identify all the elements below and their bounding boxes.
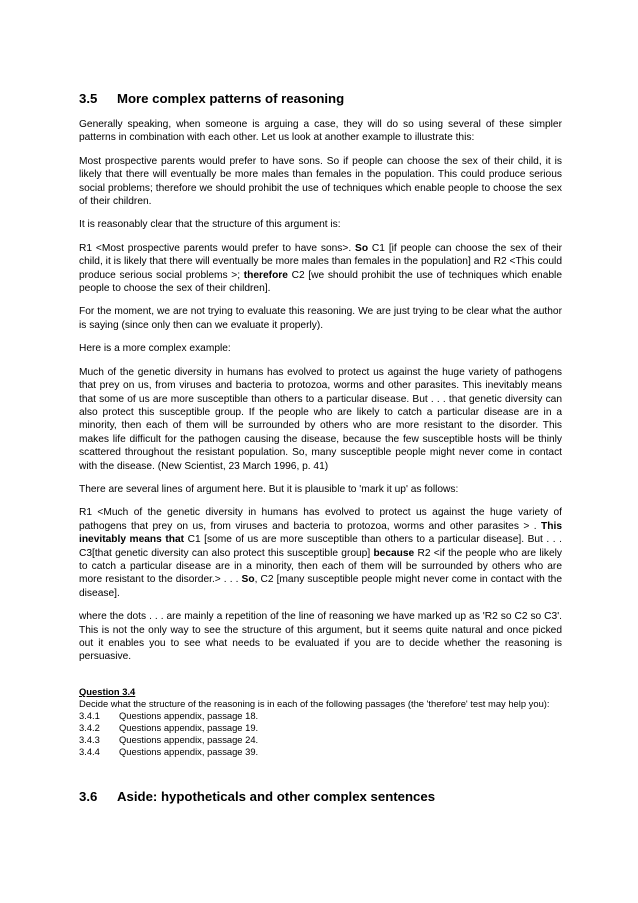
- example-paragraph: Most prospective parents would prefer to have sons. So if people can choose the sex of their child, it is likely that there will eventually be more males than females in the population. This could produce serious social problems; therefore we should prohibit the use of techniques which enable people to choose the sex of their children.: [79, 155, 562, 208]
- list-item: [79, 746, 562, 758]
- item-text: Questions appendix, passage 39.: [119, 745, 259, 757]
- section-heading-3-5: [79, 90, 562, 108]
- item-code: 3.4.2: [79, 721, 100, 733]
- keyword-so: So: [241, 574, 255, 586]
- complex-example-paragraph: Much of the genetic diversity in humans has evolved to protect us against the huge variety of pathogens that prey on us, from viruses and bacteria to protozoa, worms and other parasites. This inevitably means that some of us are more susceptible than others to a particular disease. But . . . that genetic diversity can also protect this susceptible group. If the people who are likely to catch a particular disease are in a minority, then each of them will be surrounded by others who are more resistant to the disorder. This makes life difficult for the pathogen causing the disease, because the few susceptible hosts will be thinly scattered throughout the resistant population. So, many susceptible people might never come in contact with the disease. (New Scientist, 23 March 1996, p. 41): [79, 366, 562, 472]
- markup-text: R2 <if the people who are likely to catch a particular disease are in a minority, then each of them will be surrounded by others who are more resistant to the disorder.> . . .: [79, 547, 562, 586]
- structure-text: C2 [we should prohibit the use of techniques which enable people to choose the sex of their children].: [79, 269, 562, 295]
- markup-text: R1 <Much of the genetic diversity in humans has evolved to protect us against the huge variety of pathogens that prey on us, from viruses and bacteria to protozoa, worms and other parasites > .: [79, 507, 562, 532]
- question-list: [79, 710, 562, 758]
- item-text: Questions appendix, passage 18.: [119, 709, 259, 721]
- keyword-because: because: [373, 547, 415, 559]
- structure-intro: It is reasonably clear that the structure of this argument is:: [79, 219, 341, 231]
- list-item: [79, 710, 562, 722]
- item-text: Questions appendix, passage 19.: [119, 721, 259, 733]
- keyword-therefore: therefore: [243, 269, 288, 281]
- item-code: 3.4.4: [79, 745, 100, 757]
- item-code: 3.4.1: [79, 709, 100, 721]
- keyword-so: So: [355, 242, 369, 254]
- lines-paragraph: There are several lines of argument here. But it is plausible to 'mark it up' as follows:: [79, 483, 459, 495]
- section-title: Aside: hypotheticals and other complex sentences: [117, 788, 436, 804]
- structure-text: R1 <Most prospective parents would prefer to have sons>.: [79, 242, 356, 254]
- section-number: 3.5: [79, 91, 98, 106]
- markup-text: C1 [some of us are more susceptible than others to a particular disease]. But . . . C3[that genetic diversity can also protect this susceptible group]: [79, 534, 562, 559]
- section-heading-3-6: [79, 788, 562, 806]
- markup-paragraph: [79, 506, 562, 600]
- section-title: More complex patterns of reasoning: [117, 91, 345, 106]
- complex-intro: Here is a more complex example:: [79, 343, 231, 355]
- question-intro: Decide what the structure of the reasoning is in each of the following passages (the 'therefore' test may help you):: [79, 697, 550, 709]
- page-content: [79, 90, 562, 806]
- keyword-inevitably: This inevitably means that: [79, 520, 562, 546]
- list-item: [79, 722, 562, 734]
- evaluate-paragraph: For the moment, we are not trying to evaluate this reasoning. We are just trying to be clear what the author is saying (since only then can we evaluate it properly).: [79, 306, 562, 331]
- markup-text: , C2 [many susceptible people might never come in contact with the disease].: [79, 574, 562, 599]
- structure-text: C1 [if people can choose the sex of their child, it is likely that there will eventually be more males than females in the population] and R2 <This could produce serious social problems >;: [79, 242, 562, 281]
- section-number: 3.6: [79, 788, 98, 804]
- list-item: [79, 734, 562, 746]
- question-block: [79, 686, 562, 758]
- intro-paragraph: Generally speaking, when someone is arguing a case, they will do so using several of these simpler patterns in combination with each other. Let us look at another example to illustrate this:: [79, 119, 562, 144]
- item-code: 3.4.3: [79, 733, 100, 745]
- dots-paragraph: where the dots . . . are mainly a repetition of the line of reasoning we have marked up as 'R2 so C2 so C3'. This is not the only way to see the structure of this argument, but it seems quite natural and once picked out it enables you to see what needs to be evaluated if you are to decide whether the reasoning is persuasive.: [79, 611, 562, 663]
- item-text: Questions appendix, passage 24.: [119, 733, 259, 745]
- question-title: Question 3.4: [79, 685, 136, 697]
- structure-paragraph: [79, 242, 562, 296]
